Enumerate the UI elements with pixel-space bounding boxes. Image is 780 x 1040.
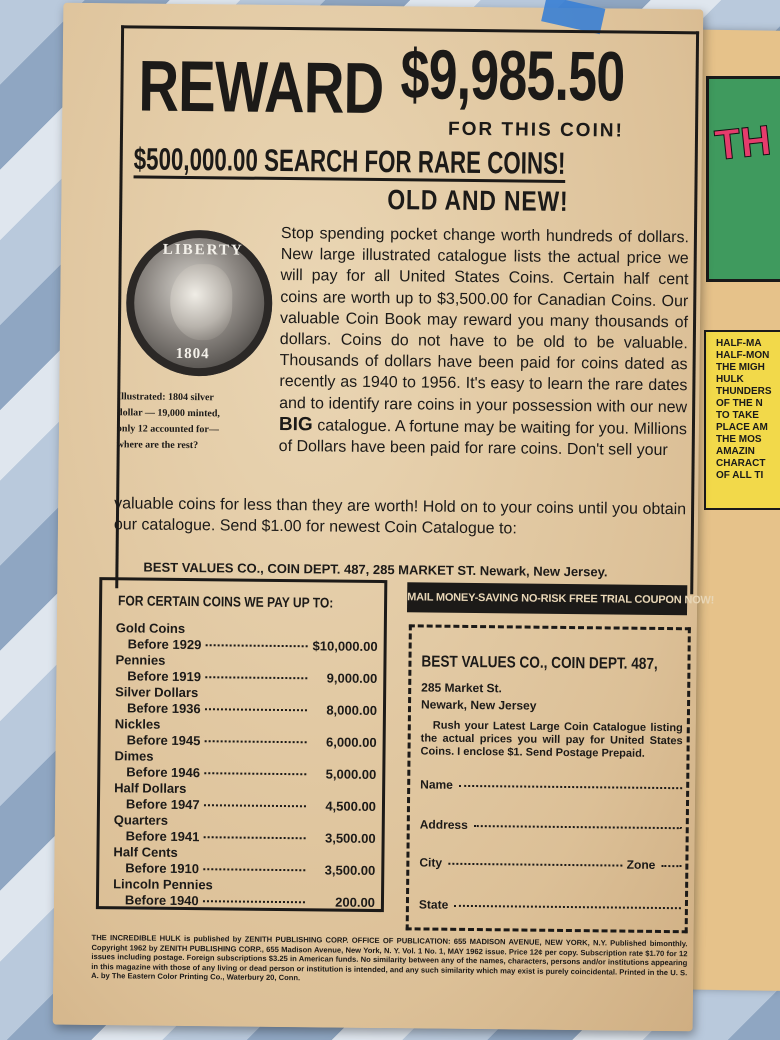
- dot-leader: [205, 708, 307, 711]
- price-row-value: 9,000.00: [326, 670, 378, 687]
- coupon-banner: MAIL MONEY-SAVING NO-RISK FREE TRIAL COUPON NOW!: [407, 582, 687, 615]
- city-label: City: [419, 855, 443, 870]
- price-row-label: Before 1941: [125, 828, 200, 845]
- price-row: [113, 892, 375, 911]
- price-category: Dimes: [114, 748, 154, 764]
- publication-fine-print: THE INCREDIBLE HULK is published by ZENITH PUBLISHING CORP. OFFICE OF PUBLICATION: 655 MADISON AVENUE, NEW YORK, N.Y. Published bimonthly. Copyright 1962 by ZENITH PUBLISHING CORP., 655 Madison Avenue, New York, N. Y. Vol. 1 No. 1, MAY 1962 issue. Price 12¢ per copy. Subscription rate $1.70 for 12 issues including postage. Foreign subscriptions $3.25 in American funds. No similarity between any of the names, characters, persons and/or institutions appearing in this magazine with those of any living or dead person or institution is intended, and any such similarity which may exist is purely coincidental. Printed in the U. S. A. by The Eastern Color Printing Co., Waterbury 20, Conn.: [91, 933, 688, 983]
- dot-leader: [204, 804, 306, 807]
- coupon-request-text: Rush your Latest Large Coin Catalogue listing the actual prices you will pay for United States Coins. I enclose $1. Send Postage Prepaid.: [420, 719, 683, 760]
- dot-leader: [204, 772, 306, 775]
- price-list: [113, 620, 378, 911]
- price-row-label: Before 1910: [125, 860, 200, 877]
- comic-title: TH: [712, 116, 774, 169]
- name-label: Name: [420, 777, 453, 792]
- company-address-line: BEST VALUES CO., COIN DEPT. 487, 285 MARKET ST. Newark, New Jersey.: [143, 559, 608, 580]
- silver-dollar-coin-image: [125, 229, 273, 377]
- coin-advertisement-page: [53, 3, 715, 1032]
- price-category: Lincoln Pennies: [113, 876, 213, 893]
- reward-headline: REWARD: [138, 46, 384, 130]
- price-row-value: 5,000.00: [325, 766, 377, 782]
- state-label: State: [418, 897, 449, 912]
- coupon-company: BEST VALUES CO., COIN DEPT. 487,: [421, 653, 658, 673]
- dot-leader: [204, 740, 306, 743]
- price-row-label: Before 1936: [126, 700, 201, 717]
- zone-label: Zone: [626, 857, 656, 872]
- address-fill-line[interactable]: [474, 825, 682, 829]
- price-category: Quarters: [113, 812, 169, 828]
- coin-year: 1804: [175, 345, 210, 363]
- price-row-label: Before 1945: [126, 732, 201, 749]
- coin-caption: Illustrated: 1804 silver dollar — 19,000 minted, only 12 accounted for— where are the rest?: [116, 391, 221, 452]
- price-category: Silver Dollars: [115, 684, 199, 701]
- dot-leader: [203, 868, 305, 871]
- old-and-new: OLD AND NEW!: [387, 184, 569, 217]
- for-this-coin: FOR THIS COIN!: [447, 118, 624, 142]
- city-fill-line[interactable]: [448, 863, 623, 867]
- dot-leader: [203, 900, 305, 903]
- price-row-value: 200.00: [335, 894, 376, 910]
- coupon-address: 285 Market St. Newark, New Jersey: [420, 680, 537, 713]
- price-row-value: 3,500.00: [324, 830, 376, 846]
- address-label: Address: [419, 817, 468, 832]
- address-field[interactable]: [420, 817, 682, 834]
- price-row-label: Before 1919: [127, 668, 202, 685]
- price-row-label: Before 1929: [127, 636, 202, 653]
- name-field[interactable]: [420, 777, 682, 794]
- price-row-label: Before 1947: [125, 796, 200, 813]
- search-headline: $500,000.00 SEARCH FOR RARE COINS!: [133, 141, 566, 181]
- liberty-bust-icon: [170, 264, 233, 341]
- state-field[interactable]: [419, 897, 681, 914]
- price-row-value: $10,000.00: [312, 638, 378, 655]
- coin-legend: LIBERTY: [162, 241, 244, 259]
- price-row-value: 8,000.00: [326, 702, 378, 718]
- dot-leader: [205, 676, 307, 679]
- price-category: Pennies: [115, 652, 166, 668]
- ad-body-text-continued: valuable coins for less than they are worth! Hold on to your coins until you obtain our catalogue. Send $1.00 for newest Coin Catalogue to:: [113, 495, 687, 538]
- reward-amount: $9,985.50: [400, 35, 625, 116]
- price-category: Half Dollars: [114, 780, 187, 797]
- price-row-label: Before 1940: [124, 892, 199, 909]
- price-category: Gold Coins: [115, 620, 186, 636]
- price-row-label: Before 1946: [126, 764, 201, 781]
- comic-panel: [706, 76, 780, 282]
- price-list-box: [96, 577, 387, 912]
- ad-body-text: [279, 223, 689, 461]
- zone-fill-line[interactable]: [661, 865, 681, 867]
- dot-leader: [205, 644, 307, 647]
- price-category: Nickles: [114, 716, 161, 732]
- mail-coupon: [406, 624, 691, 933]
- name-fill-line[interactable]: [459, 785, 682, 789]
- comic-caption: [704, 330, 780, 510]
- price-list-heading: FOR CERTAIN COINS WE PAY UP TO:: [118, 592, 334, 611]
- price-category: Half Cents: [113, 844, 178, 860]
- price-row-value: 6,000.00: [325, 734, 377, 750]
- ad-body-part1: Stop spending pocket change worth hundreds of dollars. New large illustrated catalogue lists the actual price we will pay for all United States Coins. Certain half cent coins are worth up to $3,500.00 for Canadian Coins. Our valuable Coin Book may reward you many thousands of dollars. Coins do not have to be old to be valuable. Thousands of dollars have been paid for coins dated as recently as 1940 to 1956. It's easy to learn the rare dates and to identify rare coins in your possession with our new: [279, 224, 690, 416]
- state-fill-line[interactable]: [454, 905, 681, 909]
- big-word: BIG: [278, 413, 313, 436]
- dot-leader: [203, 836, 305, 839]
- price-row-value: 4,500.00: [325, 798, 377, 814]
- city-zone-field[interactable]: [419, 855, 681, 872]
- comic-caption-text: HALF-MA HALF-MON THE MIGH HULK THUNDERS OF THE N TO TAKE PLACE AM THE MOS AMAZIN CHARACT OF ALL TI: [716, 338, 772, 481]
- ad-body-part2: catalogue. A fortune may be waiting for you. Millions of Dollars have been paid for rare coins. Don't sell your: [278, 417, 688, 460]
- price-row-value: 3,500.00: [324, 862, 376, 878]
